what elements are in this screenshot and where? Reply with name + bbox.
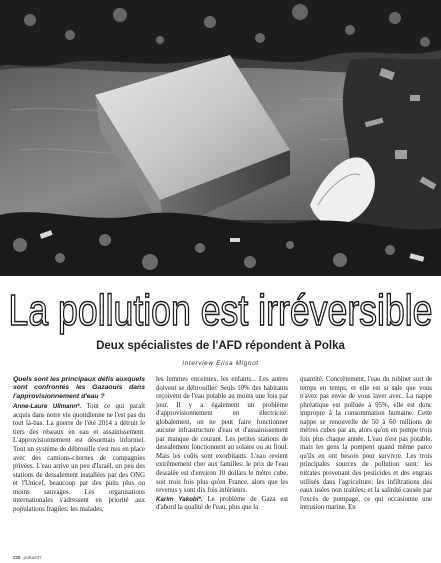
paragraph	[156, 496, 288, 513]
subtitle: Deux spécialistes de l'AFD répondent à Polka	[96, 340, 345, 352]
byline: Interview Elisa Mignot	[182, 360, 259, 367]
paragraph-text: les femmes enceintes, les enfants... Les autres doivent se débrouiller. Seuls 10% des habitants reçoivent de l'eau potable au moins une fois par jour. Il y a également un problème d'approvisionnement en électricité: globalement, on ne peut faire fonctionner aucune infrastructure d'eau et d'assainissement par manque de courant. Les petites stations de dessalement fonctionnent au solaire ou au fioul. Mais les coûts sont exorbitants. L'eau revient extrêmement cher aux familles: le prix de l'eau dessalée est d'environ 10 dollars le mètre cube, soit trois fois plus qu'en France, alors que les revenus y sont dix fois inférieurs.	[156, 376, 288, 495]
paragraph	[13, 403, 145, 514]
article-photo	[0, 0, 441, 276]
article-column-3	[300, 376, 432, 548]
paragraph-text: quantité. Concrètement, l'eau du robinet sort de temps en temps, et elle est si sale que vous n'avez pas envie de vous laver avec. La nappe phréatique est polluée à 95%, elle est donc impropre à la consommation humaine. Cette nappe se renouvelle de 50 à 60 millions de mètres cubes par an, alors qu'on en pompe trois fois plus chaque année. L'eau n'est pas potable, mais les gens la pompent quand même parce qu'ils en ont besoin pour survivre. Les trois principales sources de pollution sont: les nitrates provenant des pesticides et des engrais utilisés dans l'agriculture; les infiltrations des eaux usées non traitées; et la salinité causée par l'excès de pompage, ce qui occasionne une intrusion marine. En	[300, 376, 432, 512]
interview-question: Quels sont les principaux défis auxquels sont confrontés les Gazaouis dans l'approvisionnement d'eau ?	[13, 376, 145, 400]
magazine-name: polka#37	[23, 555, 42, 560]
photo-pollution-debris	[0, 0, 441, 276]
paragraph-text: Tout ce qui paraît acquis dans notre vie quotidienne ne l'est pas du tout là-bas. La guerre de l'été 2014 a détruit le tiers des réseaux en eau et assainissement. L'approvisionnement est désormais informel. Tout un système de débrouille s'est mis en place avec des camions-citernes de compagnies privées. L'eau arrive un peu d'Israël, un peu des stations de dessalement installées par des ONG et l'Unicef, beaucoup par des puits plus ou moins sauvages. Les organisations internationales s'adressent en priorité aux populations fragiles: les malades,	[13, 403, 145, 513]
article-column-1	[13, 376, 145, 548]
headline: La pollution est irréversible	[8, 286, 433, 335]
page-folio	[13, 555, 42, 560]
headline-area	[0, 281, 441, 339]
paragraph-text: Le problème de Gaza est d'abord la qualité de l'eau, plus que la	[156, 495, 288, 512]
speaker-name: Anne-Laure Ullmann*.	[13, 403, 82, 411]
article-column-2	[156, 376, 288, 548]
page-number: 228	[13, 555, 21, 560]
speaker-name: Karim Yakobi*.	[156, 495, 203, 503]
